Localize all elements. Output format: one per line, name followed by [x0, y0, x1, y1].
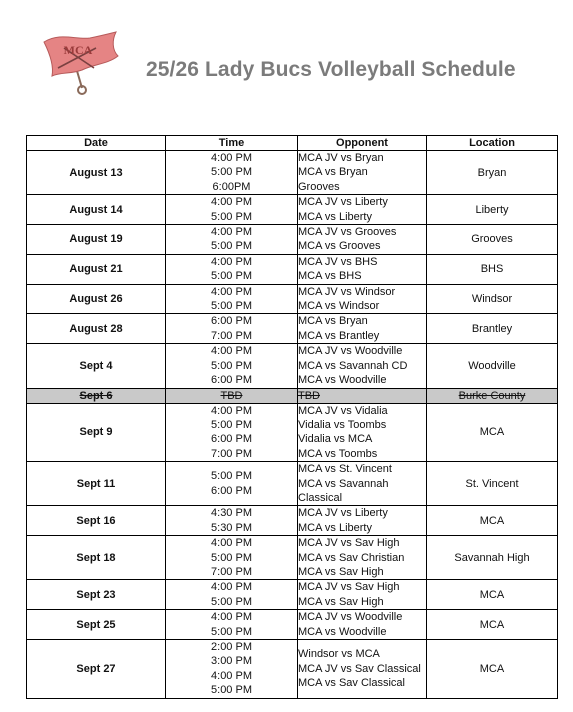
schedule-row: [27, 506, 558, 536]
opponent-entry: MCA JV vs Bryan: [298, 152, 384, 164]
game-opponents: [298, 254, 427, 284]
game-time: 5:00 PM: [211, 418, 252, 431]
game-time: 7:00 PM: [211, 447, 252, 460]
game-times: [166, 580, 298, 610]
game-time: 5:00 PM: [211, 470, 252, 483]
game-opponents: [298, 580, 427, 610]
header-date: Date: [27, 136, 166, 151]
schedule-row: [27, 195, 558, 225]
opponent-entry: MCA vs St. Vincent: [298, 463, 392, 476]
game-time: 4:00 PM: [211, 226, 252, 239]
header-opponent: Opponent: [298, 136, 427, 151]
game-time: 5:00 PM: [211, 240, 252, 253]
opponent-entry: MCA vs Grooves: [298, 240, 381, 253]
game-opponents: [298, 506, 427, 536]
game-time: TBD: [220, 389, 243, 402]
game-date: Sept 23: [27, 580, 166, 610]
game-location: Woodville: [427, 344, 558, 388]
game-time: 5:00 PM: [211, 300, 252, 313]
game-time: 6:00 PM: [211, 374, 252, 387]
mca-flag-logo: [38, 30, 120, 102]
game-date: August 19: [27, 225, 166, 255]
game-times: [166, 610, 298, 640]
game-times: [166, 403, 298, 462]
game-times: [166, 151, 298, 195]
game-location: MCA: [427, 640, 558, 699]
game-time: 5:00 PM: [211, 359, 252, 372]
opponent-entry: MCA vs Savannah: [298, 477, 389, 490]
game-date: August 14: [27, 195, 166, 225]
game-time: 4:00 PM: [211, 255, 252, 268]
game-location: Savannah High: [427, 536, 558, 580]
game-times: [166, 506, 298, 536]
game-times: [166, 344, 298, 388]
schedule-row: [27, 403, 558, 462]
game-opponents: [298, 284, 427, 314]
game-times: [166, 640, 298, 699]
game-time: 4:00 PM: [211, 152, 252, 164]
opponent-entry: Classical: [298, 491, 343, 504]
game-location: Grooves: [427, 225, 558, 255]
schedule-row: [27, 254, 558, 284]
game-location: Brantley: [427, 314, 558, 344]
game-times: [166, 195, 298, 225]
game-location: BHS: [427, 254, 558, 284]
game-opponents: [298, 388, 427, 403]
opponent-entry: MCA JV vs Liberty: [298, 196, 388, 209]
game-time: 4:00 PM: [211, 404, 252, 417]
opponent-entry: MCA vs Sav Classical: [298, 677, 405, 690]
game-opponents: [298, 195, 427, 225]
game-time: 6:00 PM: [211, 315, 252, 328]
game-date: Sept 27: [27, 640, 166, 699]
game-time: 4:30 PM: [211, 507, 252, 520]
opponent-entry: MCA vs Bryan: [298, 166, 368, 179]
opponent-entry: MCA JV vs Vidalia: [298, 404, 388, 417]
game-date: August 26: [27, 284, 166, 314]
game-opponents: [298, 151, 427, 195]
game-date: August 21: [27, 254, 166, 284]
opponent-entry: MCA JV vs Grooves: [298, 226, 397, 239]
schedule-row: [27, 610, 558, 640]
opponent-entry: MCA vs Woodville: [298, 625, 387, 638]
game-date: August 28: [27, 314, 166, 344]
game-time: 4:00 PM: [211, 345, 252, 358]
game-times: [166, 254, 298, 284]
opponent-entry: MCA vs Liberty: [298, 521, 372, 534]
game-time: 5:30 PM: [211, 521, 252, 534]
schedule-row-cancelled: [27, 388, 558, 403]
game-opponents: [298, 640, 427, 699]
game-location: Liberty: [427, 195, 558, 225]
schedule-row: [27, 462, 558, 506]
header-row: [27, 136, 558, 151]
game-location: Windsor: [427, 284, 558, 314]
game-time: 5:00 PM: [211, 595, 252, 608]
game-opponents: [298, 403, 427, 462]
opponent-entry: MCA vs Sav High: [298, 595, 384, 608]
header-location: Location: [427, 136, 558, 151]
opponent-entry: MCA vs Savannah CD: [298, 359, 408, 372]
game-date: Sept 16: [27, 506, 166, 536]
opponent-entry: MCA JV vs Sav High: [298, 537, 400, 550]
game-time: 4:00 PM: [211, 581, 252, 594]
game-times: [166, 314, 298, 344]
schedule-row: [27, 640, 558, 699]
game-opponents: [298, 536, 427, 580]
game-opponents: [298, 225, 427, 255]
game-date: Sept 9: [27, 403, 166, 462]
game-time: 4:00 PM: [211, 669, 252, 682]
opponent-entry: MCA JV vs Woodville: [298, 345, 403, 358]
opponent-entry: MCA vs Woodville: [298, 374, 387, 387]
game-location: MCA: [427, 506, 558, 536]
game-time: 6:00 PM: [211, 484, 252, 497]
game-time: 5:00 PM: [211, 551, 252, 564]
opponent-entry: MCA vs Windsor: [298, 300, 380, 313]
svg-text:MCA: MCA: [63, 43, 93, 57]
game-location: St. Vincent: [427, 462, 558, 506]
game-times: [166, 284, 298, 314]
game-times: [166, 462, 298, 506]
opponent-entry: MCA vs Brantley: [298, 329, 380, 342]
game-time: 7:00 PM: [211, 565, 252, 578]
game-date: August 13: [27, 151, 166, 195]
game-time: 6:00PM: [212, 180, 251, 193]
game-location: MCA: [427, 610, 558, 640]
game-location: MCA: [427, 580, 558, 610]
game-date: Sept 11: [27, 462, 166, 506]
schedule-row: [27, 225, 558, 255]
game-time: 4:00 PM: [211, 611, 252, 624]
opponent-entry: MCA JV vs Woodville: [298, 611, 403, 624]
game-time: 5:00 PM: [211, 270, 252, 283]
schedule-row: [27, 151, 558, 195]
schedule-row: [27, 536, 558, 580]
opponent-entry: MCA vs Toombs: [298, 447, 378, 460]
opponent-entry: Vidalia vs MCA: [298, 433, 373, 446]
game-location: MCA: [427, 403, 558, 462]
opponent-entry: MCA vs Sav Christian: [298, 551, 405, 564]
game-time: 5:00 PM: [211, 166, 252, 179]
game-date: Sept 25: [27, 610, 166, 640]
game-date: Sept 18: [27, 536, 166, 580]
game-time: 7:00 PM: [211, 329, 252, 342]
page-title: 25/26 Lady Bucs Volleyball Schedule: [146, 58, 516, 81]
game-times: [166, 536, 298, 580]
game-time: 2:00 PM: [211, 641, 252, 653]
opponent-entry: MCA vs Liberty: [298, 210, 372, 223]
opponent-entry: MCA vs Sav High: [298, 565, 384, 578]
opponent-entry: TBD: [298, 389, 320, 402]
game-times: [166, 225, 298, 255]
opponent-entry: MCA JV vs Sav High: [298, 581, 400, 594]
opponent-entry: MCA JV vs Sav Classical: [298, 662, 421, 675]
game-time: 5:00 PM: [211, 684, 252, 697]
game-time: 6:00 PM: [211, 433, 252, 446]
schedule-row: [27, 314, 558, 344]
opponent-entry: Windsor vs MCA: [298, 648, 380, 661]
schedule-table: [26, 135, 558, 699]
game-time: 5:00 PM: [211, 210, 252, 223]
game-time: 5:00 PM: [211, 625, 252, 638]
opponent-entry: MCA JV vs Liberty: [298, 507, 388, 520]
game-time: 4:00 PM: [211, 285, 252, 298]
schedule-body: [27, 151, 558, 699]
game-opponents: [298, 344, 427, 388]
opponent-entry: MCA vs Bryan: [298, 315, 368, 328]
game-location: Burke County: [427, 388, 558, 403]
opponent-entry: MCA vs BHS: [298, 270, 362, 283]
game-opponents: [298, 462, 427, 506]
schedule-row: [27, 284, 558, 314]
game-opponents: [298, 610, 427, 640]
opponent-entry: Vidalia vs Toombs: [298, 418, 387, 431]
opponent-entry: MCA JV vs BHS: [298, 255, 378, 268]
game-date: Sept 4: [27, 344, 166, 388]
game-time: 4:00 PM: [211, 196, 252, 209]
header-time: Time: [166, 136, 298, 151]
game-time: 3:00 PM: [211, 655, 252, 668]
opponent-entry: Grooves: [298, 180, 340, 193]
schedule-row: [27, 580, 558, 610]
schedule-row: [27, 344, 558, 388]
opponent-entry: MCA JV vs Windsor: [298, 285, 396, 298]
game-date: Sept 6: [27, 388, 166, 403]
game-opponents: [298, 314, 427, 344]
game-times: [166, 388, 298, 403]
game-time: 4:00 PM: [211, 537, 252, 550]
game-location: Bryan: [427, 151, 558, 195]
